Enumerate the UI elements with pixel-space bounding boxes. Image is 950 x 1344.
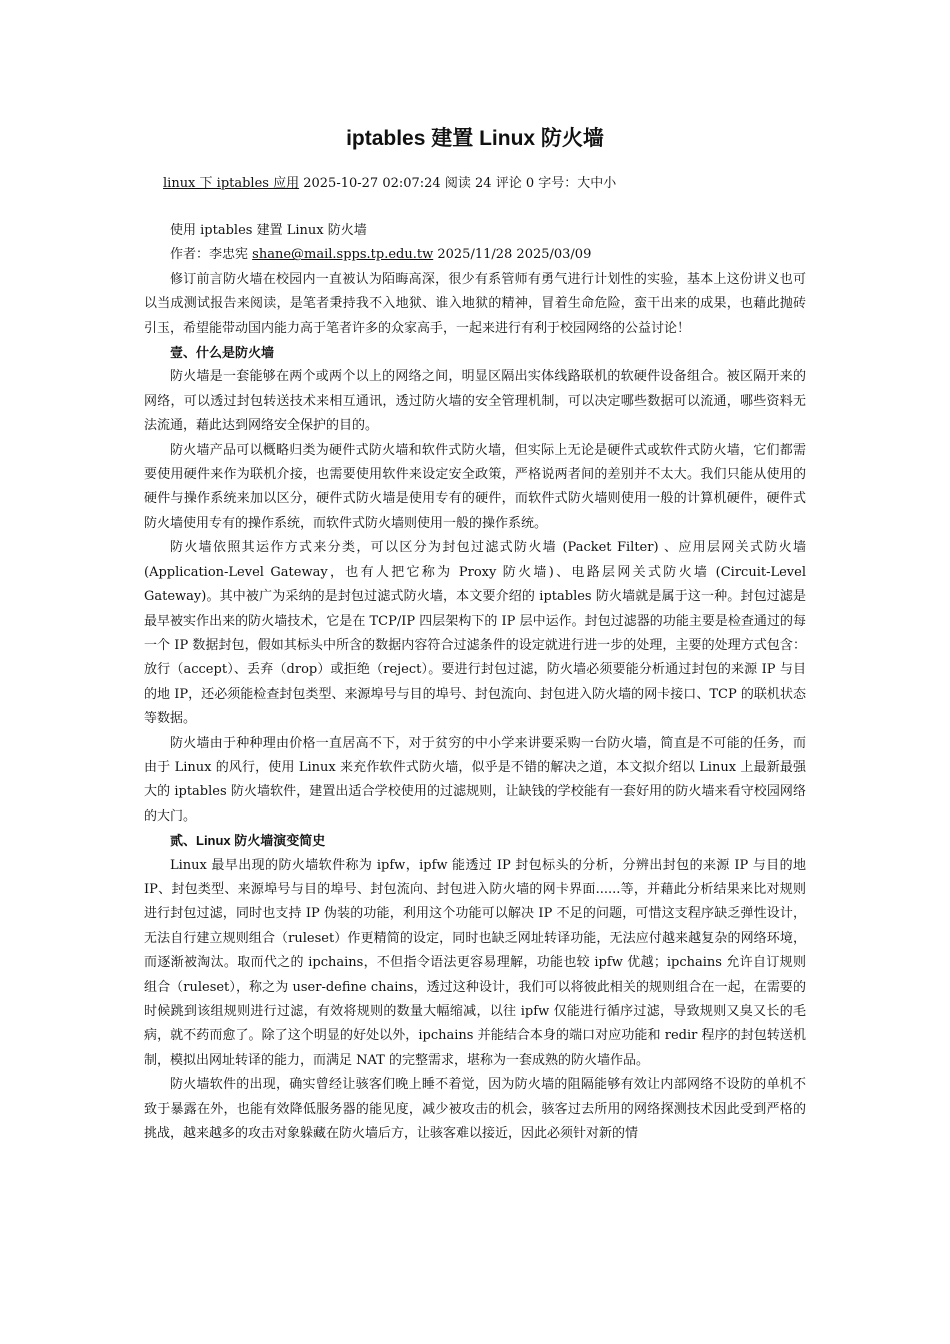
read-count: 阅读 24	[444, 176, 492, 191]
article-meta	[163, 174, 616, 194]
category-link[interactable]: linux 下 iptables 应用	[163, 176, 300, 191]
author-line	[144, 243, 806, 267]
paragraph-preface: 修订前言防火墙在校园内一直被认为陌晦高深，很少有系管师有勇气进行计划性的实验，基本上这份讲义也可以当成测试报告来阅读，是笔者秉持我不入地狱、谁入地狱的精神，冒着生命危险，蛮干出来的成果，也藉此抛砖引玉，希望能带动国内能力高于笔者许多的众家高手，一起来进行有利于校园网络的公益讨论！	[144, 271, 806, 336]
article-body	[144, 219, 806, 1146]
author-dates: 2025/11/28 2025/03/09	[437, 247, 592, 263]
author-email-link[interactable]: shane@mail.spps.tp.edu.tw	[252, 247, 434, 263]
paragraph: 防火墙依照其运作方式来分类，可以区分为封包过滤式防火墙 (Packet Filter) 、应用层网关式防火墙 (Application-Level Gateway，也有人把它称为 Proxy 防火墙)、电路层网关式防火墙 (Circuit-Level Gateway)。其中被广为采纳的是封包过滤式防火墙，本文要介绍的 iptables 防火墙就是属于这一种。封包过滤是最早被实作出来的防火墙技术，它是在 TCP/IP 四层架构下的 IP 层中运作。封包过滤器的功能主要是检查通过的每一个 IP 数据封包，假如其标头中所含的数据内容符合过滤条件的设定就进行进一步的处理，主要的处理方式包含：放行（accept）、丢弃（drop）或拒绝（reject）。要进行封包过滤，防火墙必须要能分析通过封包的来源 IP 与目的地 IP，还必须能检查封包类型、来源埠号与目的埠号、封包流向、封包进入防火墙的网卡接口、TCP 的联机状态等数据。	[144, 540, 806, 727]
paragraph: 防火墙由于种种理由价格一直居高不下，对于贫穷的中小学来讲要采购一台防火墙，简直是不可能的任务，而由于 Linux 的风行，使用 Linux 来充作软件式防火墙，似乎是不错的解决之道，本文拟介绍以 Linux 上最新最强大的 iptables 防火墙软件，建置出适合学校使用的过滤规则，让缺钱的学校能有一套好用的防火墙来看守校园网络的大门。	[144, 735, 806, 824]
page-title: iptables 建置 Linux 防火墙	[346, 127, 604, 150]
section-heading-1: 壹、什么是防火墙	[170, 345, 275, 361]
intro-line: 使用 iptables 建置 Linux 防火墙	[170, 223, 367, 238]
comment-count: 评论 0	[495, 176, 535, 191]
section-heading-2: 贰、Linux 防火墙演变简史	[170, 833, 326, 849]
post-datetime: 2025-10-27 02:07:24	[303, 176, 441, 191]
author-name: 作者：李忠宪	[170, 247, 249, 263]
paragraph: 防火墙是一套能够在两个或两个以上的网络之间，明显区隔出实体线路联机的软硬件设备组合。被区隔开来的网络，可以透过封包转送技术来相互通讯，透过防火墙的安全管理机制，可以决定哪些数据可以流通，哪些资料无法流通，藉此达到网络安全保护的目的。	[144, 369, 806, 434]
paragraph: 防火墙产品可以概略归类为硬件式防火墙和软件式防火墙，但实际上无论是硬件式或软件式防火墙，它们都需要使用硬件来作为联机介接，也需要使用软件来设定安全政策，严格说两者间的差别并不太大。我们只能从使用的硬件与操作系统来加以区分，硬件式防火墙是使用专有的硬件，而软件式防火墙则使用一般的计算机硬件，硬件式防火墙使用专有的操作系统，而软件式防火墙则使用一般的操作系统。	[144, 442, 806, 531]
paragraph: 防火墙软件的出现，确实曾经让骇客们晚上睡不着觉，因为防火墙的阻隔能够有效让内部网络不设防的单机不致于暴露在外，也能有效降低服务器的能见度，减少被攻击的机会，骇客过去所用的网络探测技术因此受到严格的挑战，越来越多的攻击对象躲藏在防火墙后方，让骇客难以接近，因此必须针对新的情	[144, 1077, 806, 1142]
paragraph: Linux 最早出现的防火墙软件称为 ipfw，ipfw 能透过 IP 封包标头的分析，分辨出封包的来源 IP 与目的地 IP、封包类型、来源埠号与目的埠号、封包流向、封包进入防火墙的网卡界面......等，并藉此分析结果来比对规则进行封包过滤，同时也支持 IP 伪装的功能，利用这个功能可以解决 IP 不足的问题，可惜这支程序缺乏弹性设计，无法自行建立规则组合（ruleset）作更精简的设定，同时也缺乏网址转译功能，无法应付越来越复杂的网络环境，而逐渐被淘汰。取而代之的 ipchains，不但指令语法更容易理解，功能也较 ipfw 优越；ipchains 允许自订规则组合（ruleset），称之为 user-define chains，透过这种设计，我们可以将彼此相关的规则组合在一起，在需要的时候跳到该组规则进行过滤，有效将规则的数量大幅缩减，以往 ipfw 仅能进行循序过滤，导致规则又臭又长的毛病，就不药而愈了。除了这个明显的好处以外，ipchains 并能结合本身的端口对应功能和 redir 程序的封包转送机制，模拟出网址转译的能力，而满足 NAT 的完整需求，堪称为一套成熟的防火墙作品。	[144, 857, 806, 1068]
font-size-selector[interactable]: 字号：大中小	[538, 176, 617, 191]
